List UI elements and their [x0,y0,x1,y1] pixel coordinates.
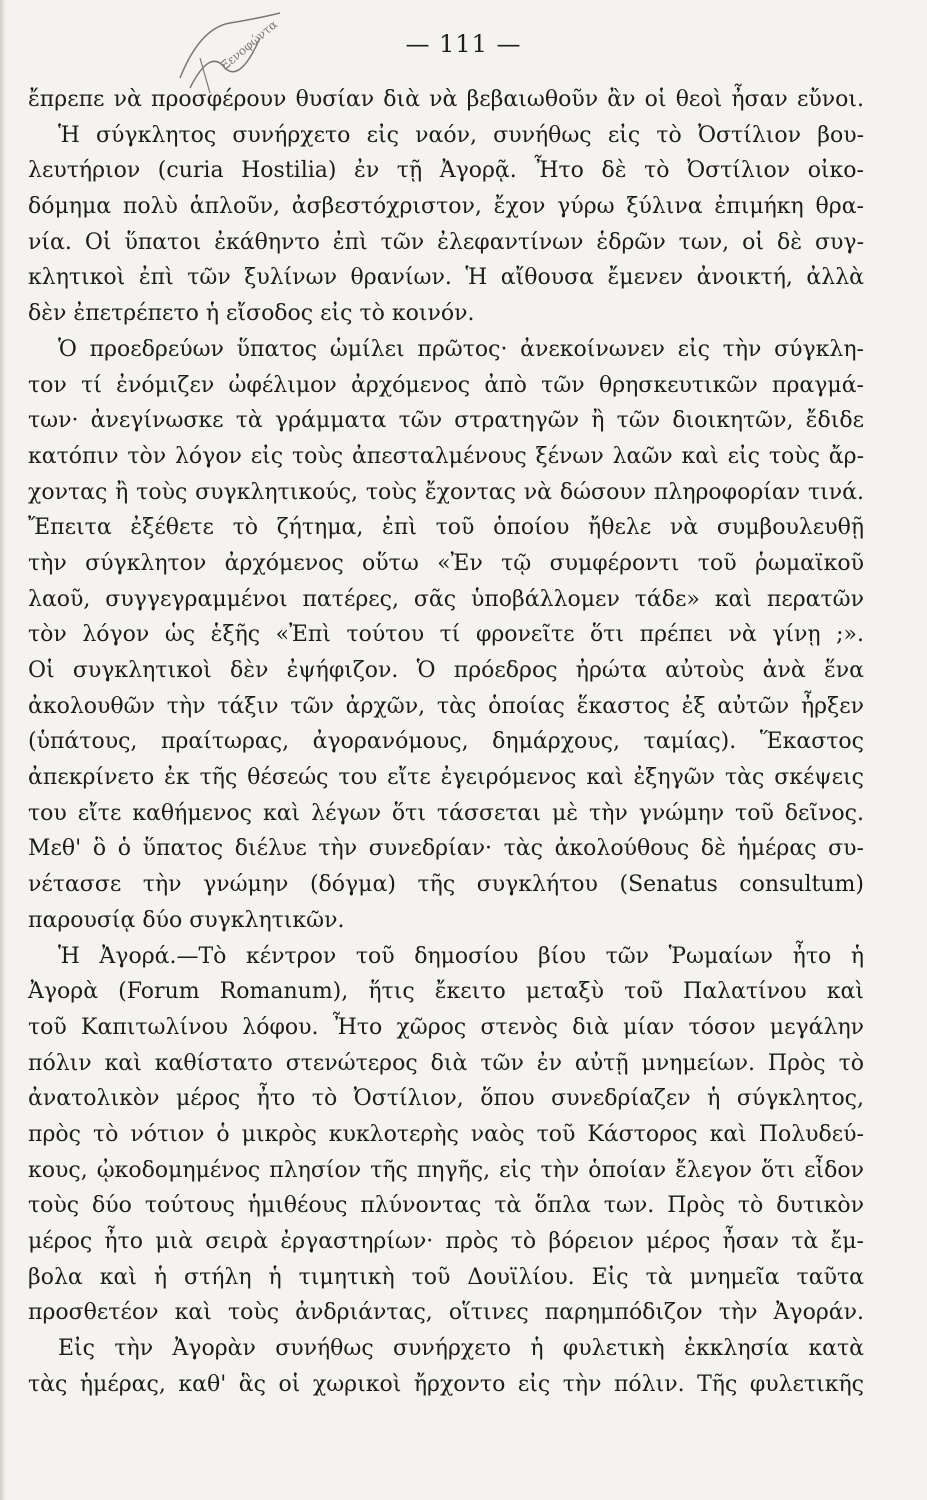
body-text [28,82,864,1402]
page-number: — 111 — [405,30,522,58]
text-line: Ἀγορὰ (Forum Romanum), ἥτις ἔκειτο μεταξὺ τοῦ Παλατίνου καὶ [28,979,864,1005]
text-line: βολα καὶ ἡ στήλη ἡ τιμητικὴ τοῦ Δουϊλίου. Εἰς τὰ μνημεῖα ταῦτα [28,1264,864,1290]
section-heading-line: Ἡ Ἀγορά.—Τὸ κέντρον τοῦ δημοσίου βίου τῶν Ῥωμαίων ἦτο ἡ [58,943,864,969]
text-line: τοῦ Καπιτωλίνου λόφου. Ἦτο χῶρος στενὸς διὰ μίαν τόσον μεγάλην [28,1014,864,1040]
text-line: δὲν ἐπετρέπετο ἡ εἴσοδος εἰς τὸ κοινόν. [28,301,475,327]
text-line: λευτήριον (curia Hostilia) ἐν τῇ Ἀγορᾷ. Ἦτο δὲ τὸ Ὀστίλιον οἰκο- [28,158,864,184]
text-line: ἔπρεπε νὰ προσφέρουν θυσίαν διὰ νὰ βεβαιωθοῦν ἂν οἱ θεοὶ ἦσαν εὔνοι. [28,87,864,112]
text-line: τὸν λόγον ὡς ἑξῆς «Ἐπὶ τούτου τί φρονεῖτε ὅτι πρέπει νὰ γίνῃ ;». [28,622,864,648]
text-line: Εἰς τὴν Ἀγορὰν συνήθως συνήρχετο ἡ φυλετικὴ ἐκκλησία κατὰ [58,1336,864,1362]
text-line: προσθετέον καὶ τοὺς ἀνδριάντας, οἵτινες παρημπόδιζον τὴν Ἀγοράν. [28,1300,864,1326]
text-line: Οἱ συγκλητικοὶ δὲν ἐψήφιζον. Ὁ πρόεδρος ἠρώτα αὐτοὺς ἀνὰ ἕνα [28,658,864,683]
text-line: του εἴτε καθήμενος καὶ λέγων ὅτι τάσσεται μὲ τὴν γνώμην τοῦ δεῖνος. [28,800,864,826]
text-line: χοντας ἢ τοὺς συγκλητικούς, τοὺς ἔχοντας νὰ δώσουν πληροφορίαν τινά. [28,479,864,505]
text-line: (ὑπάτους, πραίτωρας, ἀγορανόμους, δημάρχους, ταμίας). Ἕκαστος [28,729,864,755]
signature-text: Ξενοφώντα [217,17,281,73]
text-line: δόμημα πολὺ ἁπλοῦν, ἀσβεστόχριστον, ἔχον γύρω ξύλινα ἐπιμήκη θρα- [28,194,864,220]
text-line: κους, ᾠκοδομημένος πλησίον τῆς πηγῆς, εἰς τὴν ὁποίαν ἔλεγον ὅτι εἶδον [28,1157,864,1183]
text-line: παρουσίᾳ δύο συγκλητικῶν. [28,907,345,933]
page-edge [0,0,6,1500]
text-line: νέτασσε τὴν γνώμην (δόγμα) τῆς συγκλήτου (Senatus consultum) [28,872,864,898]
text-line: Μεθ' ὃ ὁ ὕπατος διέλυε τὴν συνεδρίαν· τὰς ἀκολούθους δὲ ἡμέρας συ- [28,836,864,862]
text-line: τὴν σύγκλητον ἀρχόμενος οὕτω «Ἐν τῷ συμφέροντι τοῦ ῥωμαϊκοῦ [28,550,864,576]
text-line: τοὺς δύο τούτους ἡμιθέους πλύνοντας τὰ ὅπλα των. Πρὸς τὸ δυτικὸν [28,1193,864,1219]
text-line: ἀνατολικὸν μέρος ἦτο τὸ Ὀστίλιον, ὅπου συνεδρίαζεν ἡ σύγκλητος, [28,1086,864,1112]
text-line: πρὸς τὸ νότιον ὁ μικρὸς κυκλοτερὴς ναὸς τοῦ Κάστορος καὶ Πολυδεύ- [28,1121,864,1147]
text-line: ἀκολουθῶν τὴν τάξιν τῶν ἀρχῶν, τὰς ὁποίας ἕκαστος ἐξ αὐτῶν ἦρξεν [28,693,864,719]
text-line: μέρος ἦτο μιὰ σειρὰ ἐργαστηρίων· πρὸς τὸ βόρειον μέρος ἦσαν τὰ ἔμ- [28,1229,864,1254]
text-line: πόλιν καὶ καθίστατο στενώτερος διὰ τῶν ἐν αὐτῇ μνημείων. Πρὸς τὸ [28,1050,864,1076]
text-line: Ὁ προεδρεύων ὕπατος ὡμίλει πρῶτος· ἀνεκοίνωνεν εἰς τὴν σύγκλη- [58,336,864,362]
text-line: λαοῦ, συγγεγραμμένοι πατέρες, σᾶς ὑποβάλλομεν τάδε» καὶ περατῶν [28,586,864,612]
text-line: ἀπεκρίνετο ἐκ τῆς θέσεώς του εἴτε ἐγειρόμενος καὶ ἐξηγῶν τὰς σκέψεις [28,765,864,791]
text-line: τὰς ἡμέρας, καθ' ἃς οἱ χωρικοὶ ἤρχοντο εἰς τὴν πόλιν. Τῆς φυλετικῆς [28,1371,864,1397]
text-line: κλητικοὶ ἐπὶ τῶν ξυλίνων θρανίων. Ἡ αἴθουσα ἔμενεν ἀνοικτή, ἀλλὰ [28,265,864,291]
text-line: νία. Οἱ ὕπατοι ἐκάθηντο ἐπὶ τῶν ἐλεφαντίνων ἑδρῶν των, οἱ δὲ συγ- [28,229,864,255]
text-line: Ἡ σύγκλητος συνήρχετο εἰς ναόν, συνήθως εἰς τὸ Ὀστίλιον βου- [58,122,864,148]
text-line: τον τί ἐνόμιζεν ὠφέλιμον ἀρχόμενος ἀπὸ τῶν θρησκευτικῶν πραγμά- [28,372,864,398]
text-line: κατόπιν τὸν λόγον εἰς τοὺς ἀπεσταλμένους ξένων λαῶν καὶ εἰς τοὺς ἄρ- [28,443,864,469]
text-line: Ἔπειτα ἐξέθετε τὸ ζήτημα, ἐπὶ τοῦ ὁποίου ἤθελε νὰ συμβουλευθῇ [28,515,864,541]
text-line: των· ἀνεγίνωσκε τὰ γράμματα τῶν στρατηγῶν ἢ τῶν διοικητῶν, ἔδιδε [28,408,864,434]
